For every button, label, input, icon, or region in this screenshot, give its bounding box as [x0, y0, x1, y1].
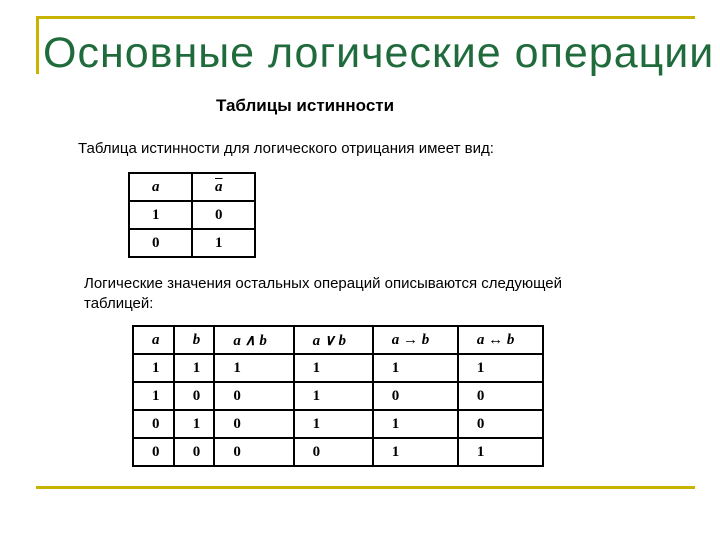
table-cell: 1	[133, 354, 174, 382]
header-cell: a ∨ b	[294, 326, 373, 354]
slide-title: Основные логические операции	[43, 29, 715, 77]
table-row	[129, 229, 255, 257]
header-cell: a ∧ b	[214, 326, 293, 354]
table-cell: 0	[133, 438, 174, 466]
table-cell: 1	[214, 354, 293, 382]
table-row	[129, 201, 255, 229]
table-cell: 0	[458, 382, 543, 410]
table-header-row	[133, 326, 543, 354]
top-rule	[36, 16, 695, 19]
table-cell: 1	[133, 382, 174, 410]
table-cell: 0	[133, 410, 174, 438]
header-cell: a → b	[373, 326, 458, 354]
operations-truth-table	[132, 325, 544, 467]
table-cell: 0	[294, 438, 373, 466]
table-cell: 1	[174, 354, 215, 382]
table-cell: 0	[214, 410, 293, 438]
table-cell: 1	[294, 354, 373, 382]
bottom-rule	[36, 486, 695, 489]
table-cell: 1	[294, 410, 373, 438]
table-header-row	[129, 173, 255, 201]
table-cell: 0	[458, 410, 543, 438]
header-cell: a	[133, 326, 174, 354]
table-row	[133, 410, 543, 438]
table-cell: 0	[129, 229, 192, 257]
header-cell: a ↔ b	[458, 326, 543, 354]
table-cell: 0	[174, 438, 215, 466]
table-row	[133, 354, 543, 382]
table-cell: 1	[458, 438, 543, 466]
table-cell: 1	[129, 201, 192, 229]
table-cell: 1	[294, 382, 373, 410]
table-cell: 0	[192, 201, 255, 229]
table-cell: 1	[458, 354, 543, 382]
header-cell: $\overline{a}$	[192, 173, 255, 201]
table-cell: 1	[174, 410, 215, 438]
table-cell: 1	[373, 354, 458, 382]
table-cell: 1	[192, 229, 255, 257]
left-rule	[36, 16, 39, 74]
table-row	[133, 382, 543, 410]
table-cell: 0	[214, 438, 293, 466]
operations-intro-text: Логические значения остальных операций описываются следующей таблицей:	[84, 275, 562, 312]
header-cell: b	[174, 326, 215, 354]
slide-subtitle: Таблицы истинности	[216, 96, 395, 115]
table-cell: 1	[373, 438, 458, 466]
table-cell: 0	[373, 382, 458, 410]
table-cell: 0	[214, 382, 293, 410]
table-row	[133, 438, 543, 466]
negation-truth-table	[128, 172, 256, 258]
negation-intro-text: Таблица истинности для логического отрицания имеет вид:	[78, 140, 494, 157]
table-cell: 1	[373, 410, 458, 438]
header-cell: a	[129, 173, 192, 201]
table-cell: 0	[174, 382, 215, 410]
